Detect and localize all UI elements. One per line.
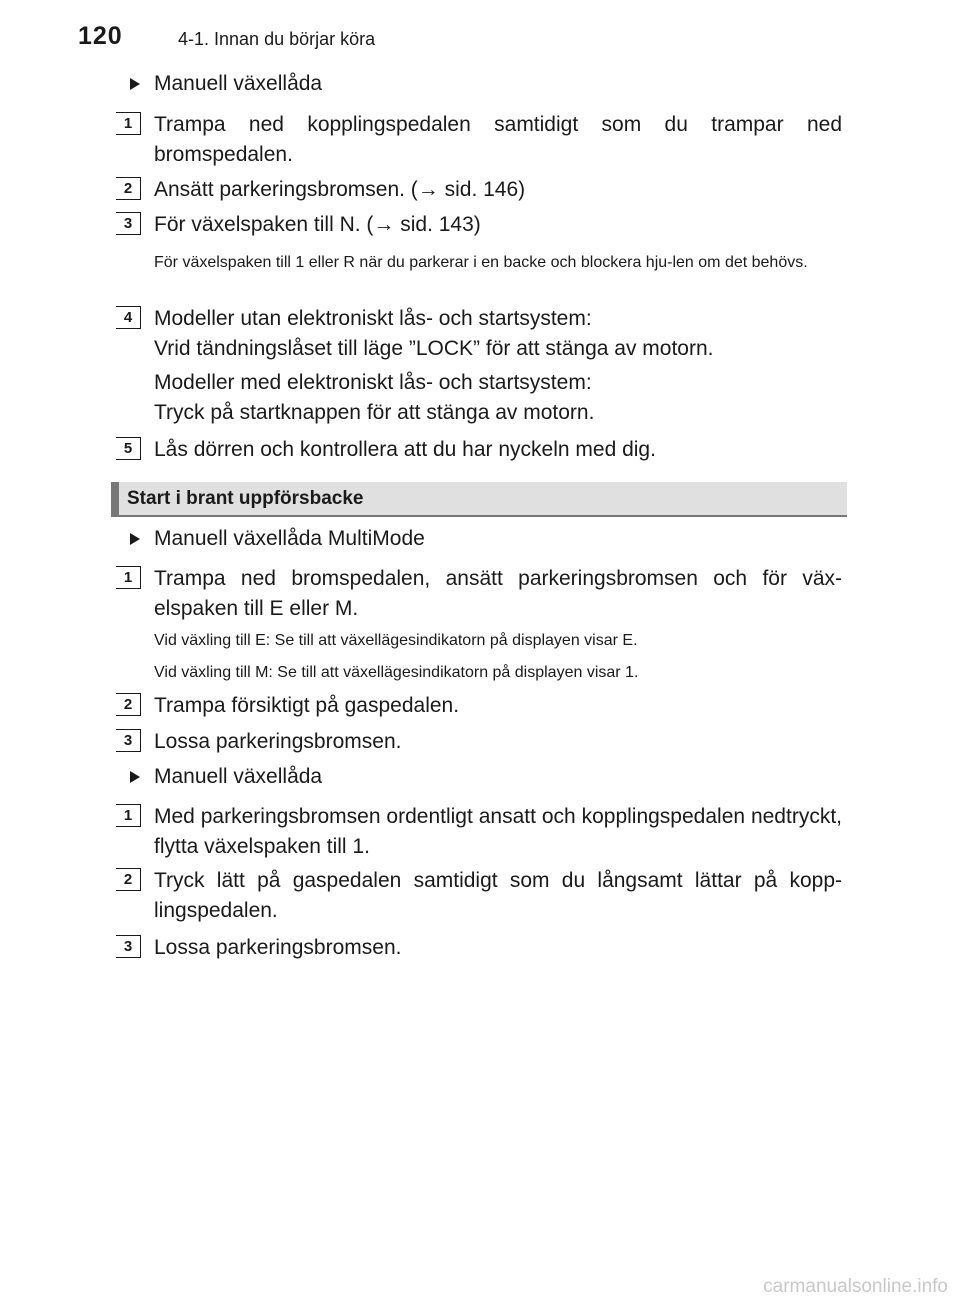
step-text: Trampa ned kopplingspedalen samtidigt som du trampar ned bromspedalen. — [154, 113, 842, 166]
step-number: 5 — [116, 437, 141, 460]
triangle-bullet-icon — [130, 533, 140, 545]
step-number: 1 — [116, 804, 141, 827]
step-number: 2 — [116, 868, 141, 891]
step-text: Ansätt parkeringsbromsen. (→ sid. 146) — [154, 178, 526, 201]
chapter-title: 4-1. Innan du börjar köra — [178, 29, 376, 49]
step-text: För växelspaken till N. (→ sid. 143) — [154, 213, 481, 236]
step-text: Lossa parkeringsbromsen. — [154, 730, 402, 753]
step-text: Modeller med elektroniskt lås- och startsystem: — [154, 371, 592, 394]
step-number: 1 — [116, 566, 141, 589]
step-number: 3 — [116, 935, 141, 958]
step-number: 2 — [116, 177, 141, 200]
step-number: 4 — [116, 306, 141, 329]
step-text: Trampa ned bromspedalen, ansätt parkeringsbromsen och för väx-elspaken till E eller M. — [154, 567, 842, 620]
section-title: Start i brant uppförsbacke — [127, 488, 364, 509]
step-number: 3 — [116, 729, 141, 752]
subheading-multimode: Manuell växellåda MultiMode — [130, 527, 425, 551]
step-note: Vid växling till E: Se till att växellägesindikatorn på displayen visar E. — [154, 632, 638, 649]
step-number: 3 — [116, 212, 141, 235]
step-number: 2 — [116, 693, 141, 716]
step-text: Med parkeringsbromsen ordentligt ansatt och kopplingspedalen nedtryckt, flytta växelspaken till 1. — [154, 805, 842, 858]
step-note: För växelspaken till 1 eller R när du parkerar i en backe och blockera hju-len om det behövs. — [154, 254, 808, 271]
triangle-bullet-icon — [130, 771, 140, 783]
subheading-manual-gearbox: Manuell växellåda — [130, 765, 322, 789]
step-text: Modeller utan elektroniskt lås- och startsystem: — [154, 307, 592, 330]
page-number: 120 — [78, 22, 123, 50]
step-text: Tryck lätt på gaspedalen samtidigt som du långsamt lättar på kopp-lingspedalen. — [154, 869, 842, 922]
step-text: Lås dörren och kontrollera att du har nyckeln med dig. — [154, 438, 656, 461]
step-text: Tryck på startknappen för att stänga av motorn. — [154, 401, 595, 424]
subheading-manual-gearbox: Manuell växellåda — [130, 72, 322, 96]
step-text: Trampa försiktigt på gaspedalen. — [154, 694, 460, 717]
step-text: Lossa parkeringsbromsen. — [154, 936, 402, 959]
step-note: Vid växling till M: Se till att växellägesindikatorn på displayen visar 1. — [154, 664, 639, 681]
section-accent-bar — [111, 482, 119, 515]
step-number: 1 — [116, 112, 141, 135]
section-header — [111, 482, 847, 517]
footer-watermark: carmanualsonline.info — [763, 1276, 948, 1297]
triangle-bullet-icon — [130, 78, 140, 90]
step-text: Vrid tändningslåset till läge ”LOCK” för att stänga av motorn. — [154, 337, 714, 360]
